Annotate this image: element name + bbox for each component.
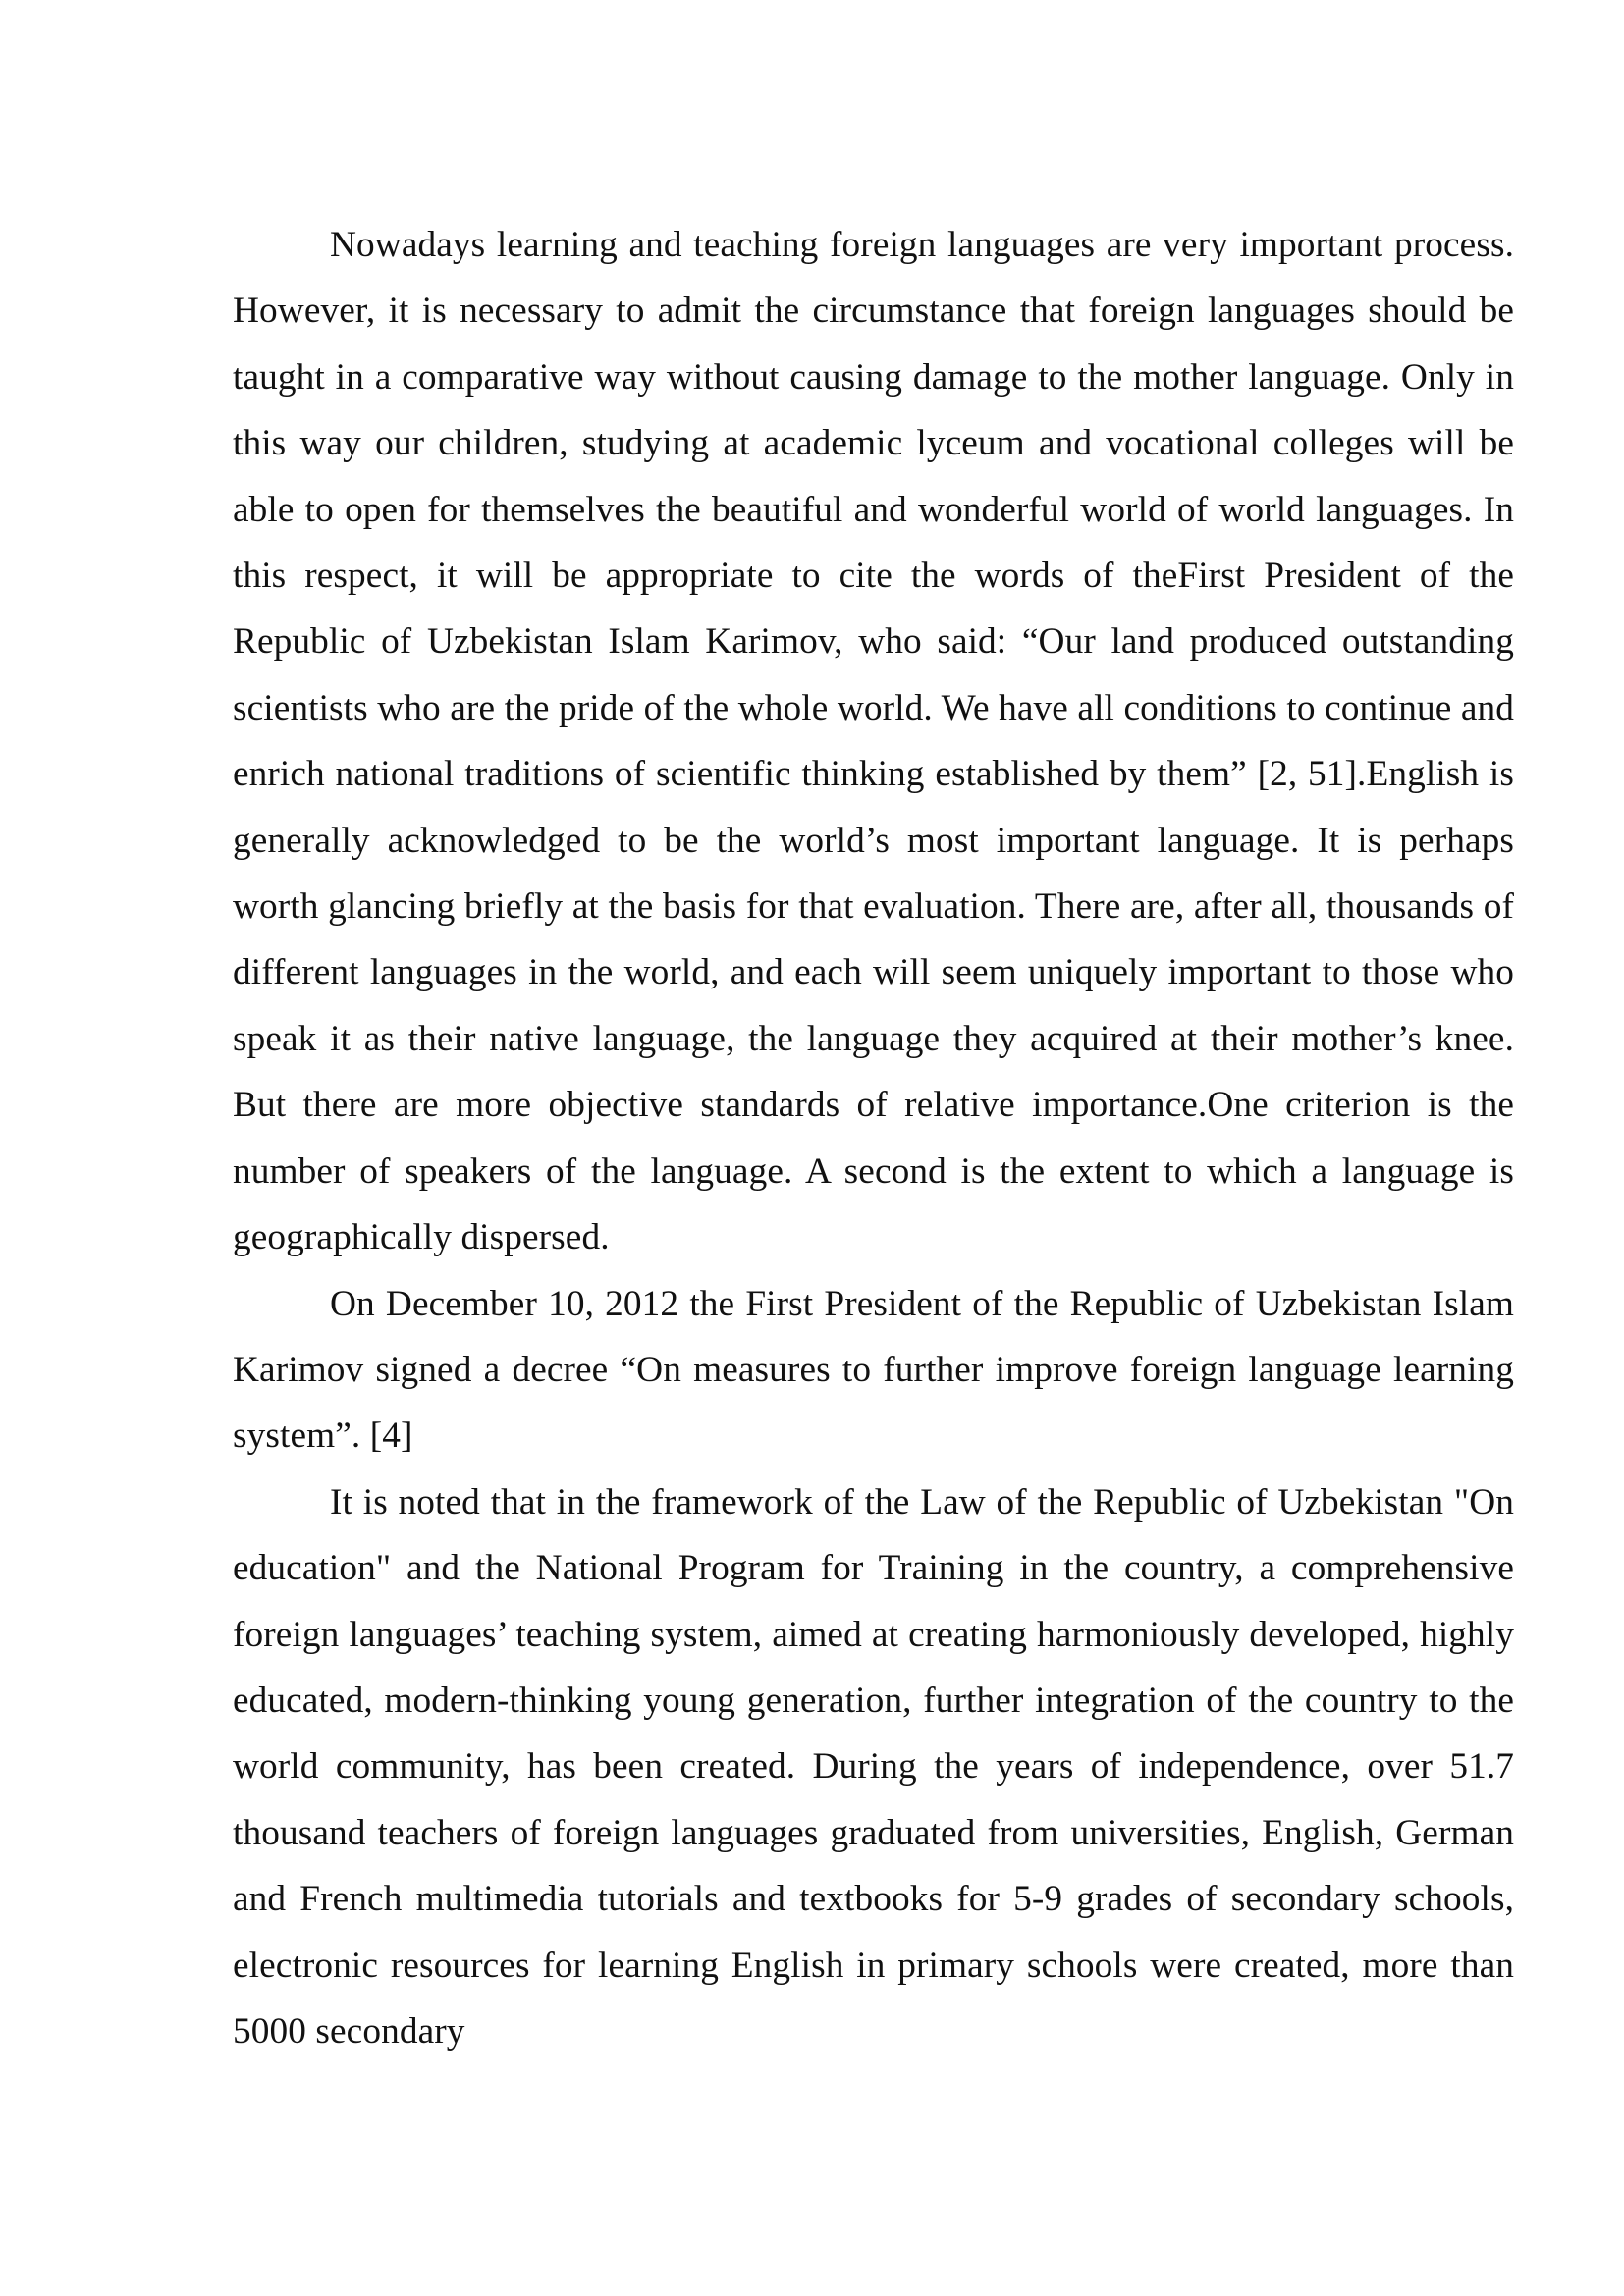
paragraph-2: On December 10, 2012 the First President of the Republic of Uzbekistan Islam Karimov signed a decree “On measures to further improve foreign language learning system”. [4] xyxy=(233,1283,1514,1457)
paragraph-3: It is noted that in the framework of the Law of the Republic of Uzbekistan "On education" and the National Program for Training in the country, a comprehensive foreign languages’ teaching system, aimed at creating harmoniously developed, highly educated, modern-thinking young generation, further integration of the country to the world community, has been created. During the years of independence, over 51.7 thousand teachers of foreign languages graduated from universities, English, German and French multimedia tutorials and textbooks for 5-9 grades of secondary schools, electronic resources for learning English in primary schools were created, more than 5000 secondary xyxy=(233,1481,1514,2052)
body-text xyxy=(233,212,1514,2064)
paragraph-1: Nowadays learning and teaching foreign languages are very important process. However, it is necessary to admit the circumstance that foreign languages should be taught in a comparative way without causing damage to the mother language. Only in this way our children, studying at academic lyceum and vocational colleges will be able to open for themselves the beautiful and wonderful world of world languages. In this respect, it will be appropriate to cite the words of theFirst President of the Republic of Uzbekistan Islam Karimov, who said: “Our land produced outstanding scientists who are the pride of the whole world. We have all conditions to continue and enrich national traditions of scientific thinking established by them” [2, 51].English is generally acknowledged to be the world’s most important language. It is perhaps worth glancing briefly at the basis for that evaluation. There are, after all, thousands of different languages in the world, and each will seem uniquely important to those who speak it as their native language, the language they acquired at their mother’s knee. But there are more objective standards of relative importance.One criterion is the number of speakers of the language. A second is the extent to which a language is geographically dispersed. xyxy=(233,225,1514,1258)
